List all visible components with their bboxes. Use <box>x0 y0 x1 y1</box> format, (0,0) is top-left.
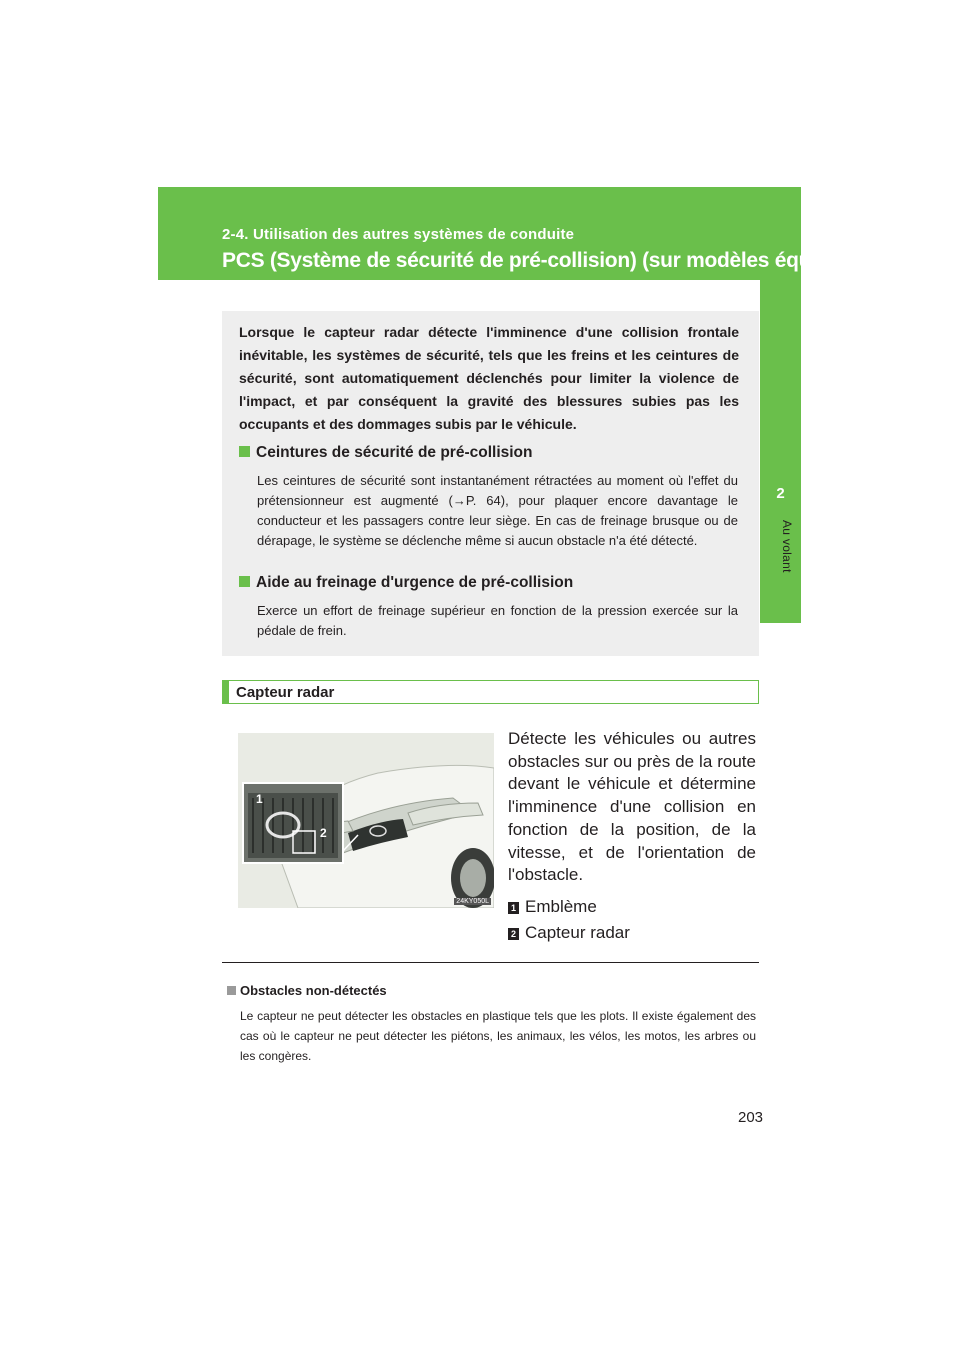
radar-section-heading <box>222 680 759 704</box>
section-divider <box>222 962 759 963</box>
subbody-seatbelts: Les ceintures de sécurité sont instantanément rétractées au moment où l'effet du prétensionneur est augmenté (→P. 64), pour plaquer encore davantage le conducteur et les passagers contre leur siège. En cas de freinage brusque ou de dérapage, le système se déclenche même si aucun obstacle n'a été détecté. <box>257 473 738 548</box>
heading-bar <box>222 680 229 704</box>
legend-emblem <box>508 897 597 917</box>
subbody-brake-assist: Exerce un effort de freinage supérieur en fonction de la pression exercée sur la pédale de frein. <box>257 603 738 638</box>
chapter-label: Au volant <box>780 520 794 573</box>
car-illustration-svg <box>238 733 494 908</box>
legend-label: Capteur radar <box>525 923 630 942</box>
square-bullet-icon <box>239 576 250 587</box>
note-body: Le capteur ne peut détecter les obstacles en plastique tels que les plots. Il existe également des cas où le capteur ne peut détecter les piétons, les animaux, les vélos, les motos, les arbres ou les congères. <box>240 1009 756 1063</box>
svg-text:1: 1 <box>256 792 263 806</box>
callout-number: 1 <box>508 902 519 914</box>
radar-heading-text: Capteur radar <box>236 684 335 701</box>
chapter-number: 2 <box>776 485 785 502</box>
radar-description: Détecte les véhicules ou autres obstacles sur ou près de la route devant le véhicule et détermine l'imminence d'une collision en fonction de la position, de la vitesse, et de l'orientation de l'obstacle. <box>508 729 756 885</box>
square-bullet-icon <box>227 986 236 995</box>
page-title: PCS (Système de sécurité de pré-collision) (sur modèles équipés) <box>222 249 859 272</box>
intro-box <box>222 311 759 656</box>
svg-text:2: 2 <box>320 826 327 840</box>
car-front-illustration <box>238 733 494 908</box>
subheading-text: Ceintures de sécurité de pré-collision <box>256 444 533 461</box>
image-code: 24KY050L <box>456 898 489 905</box>
note-title <box>227 983 387 998</box>
subheading-seatbelts <box>239 444 533 462</box>
legend-radar-sensor <box>508 923 630 943</box>
callout-number: 2 <box>508 928 519 940</box>
intro-text: Lorsque le capteur radar détecte l'imminence d'une collision frontale inévitable, les systèmes de sécurité, tels que les freins et les ceintures de sécurité, sont automatiquement déclenchés pour limiter la violence de l'impact, et par conséquent la gravité des blessures subies pas les occupants et des dommages subis par le véhicule. <box>239 324 739 432</box>
subheading-brake-assist <box>239 574 573 592</box>
section-label: 2-4. Utilisation des autres systèmes de conduite <box>222 226 575 243</box>
square-bullet-icon <box>239 446 250 457</box>
note-title-text: Obstacles non-détectés <box>240 983 387 998</box>
legend-label: Emblème <box>525 897 597 916</box>
page-number: 203 <box>738 1109 764 1126</box>
subheading-text: Aide au freinage d'urgence de pré-collision <box>256 574 574 591</box>
